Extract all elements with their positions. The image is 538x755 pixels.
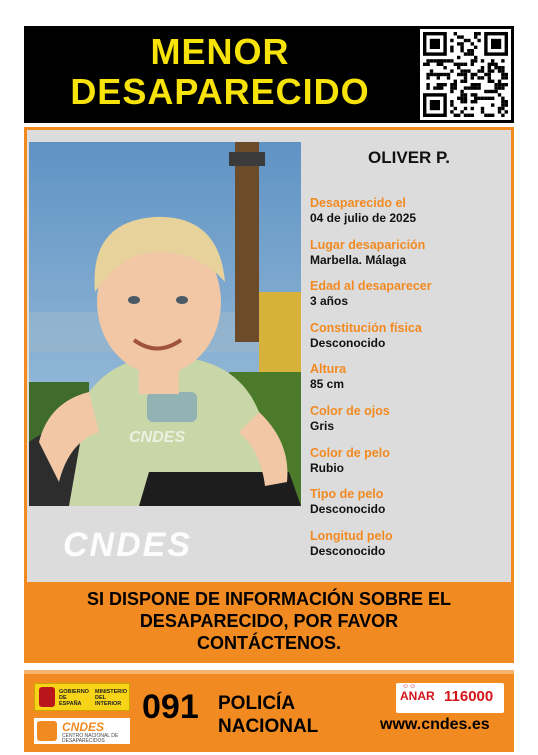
detail-field	[310, 321, 510, 363]
anar-name: ANAR	[400, 689, 435, 703]
detail-value: 85 cm	[310, 377, 345, 392]
qr-code-icon	[423, 32, 508, 117]
missing-child-photo	[29, 142, 301, 506]
footer-divider	[24, 670, 514, 674]
cndes-emblem-icon	[37, 721, 57, 741]
detail-label: Lugar desaparición	[310, 237, 426, 252]
gov-text: GOBIERNO DE ESPAÑA	[59, 689, 89, 707]
cndes-watermark: CNDES	[63, 526, 193, 564]
footer	[24, 670, 514, 752]
detail-field	[310, 362, 510, 404]
detail-label: Altura	[310, 362, 347, 377]
anar-logo	[396, 683, 504, 713]
detail-value: Rubio	[310, 460, 344, 475]
detail-label: Color de ojos	[310, 403, 390, 418]
cndes-logo-name: CNDES	[62, 720, 105, 734]
child-photo-illustration	[29, 142, 301, 506]
title-line-2: DESAPARECIDO	[70, 71, 370, 112]
police-phone-number[interactable]: 091	[142, 688, 199, 726]
detail-value: Gris	[310, 418, 335, 433]
detail-value: Desconocido	[310, 335, 386, 350]
contact-line-1: SI DISPONE DE INFORMACIÓN SOBRE EL	[86, 589, 452, 609]
cndes-logo-subtitle: CENTRO NACIONAL DE DESAPARECIDOS	[62, 733, 119, 744]
detail-label: Longitud pelo	[310, 528, 393, 543]
detail-value: Desconocido	[310, 543, 386, 558]
detail-value: Marbella. Málaga	[310, 252, 407, 267]
detail-label: Edad al desaparecer	[310, 279, 432, 294]
detail-field	[310, 196, 510, 238]
title-line-1: MENOR	[150, 31, 290, 72]
police-label	[218, 692, 318, 738]
poster-header	[24, 26, 514, 123]
detail-label: Constitución física	[310, 320, 422, 335]
police-label-line-1: POLICÍA	[218, 693, 296, 714]
police-label-line-2: NACIONAL	[218, 716, 319, 737]
details-list	[310, 196, 510, 570]
qr-code[interactable]	[420, 29, 511, 120]
website-link[interactable]: www.cndes.es	[380, 716, 490, 733]
detail-field	[310, 446, 510, 488]
photo-watermark: CNDES	[129, 429, 186, 446]
government-logo	[34, 683, 130, 711]
detail-field	[310, 487, 510, 529]
anar-phone-number[interactable]: 116000	[444, 688, 494, 705]
ministry-text: MINISTERIO DEL INTERIOR	[95, 689, 128, 707]
child-name: OLIVER P.	[368, 148, 450, 167]
detail-field	[310, 529, 510, 571]
contact-banner	[24, 583, 514, 663]
detail-value: 04 de julio de 2025	[310, 211, 417, 225]
cndes-logo	[34, 718, 130, 744]
detail-field	[310, 279, 510, 321]
detail-field	[310, 238, 510, 280]
info-frame	[24, 127, 514, 585]
contact-line-3: CONTÁCTENOS.	[197, 633, 341, 653]
anar-kids-icon: ☺☺	[402, 683, 417, 690]
detail-value: Desconocido	[310, 502, 386, 517]
detail-value: 3 años	[310, 294, 349, 309]
info-panel	[27, 130, 511, 582]
poster-title	[24, 32, 416, 112]
detail-field	[310, 404, 510, 446]
detail-label: Desaparecido el	[310, 196, 406, 210]
detail-label: Tipo de pelo	[310, 487, 384, 502]
detail-label: Color de pelo	[310, 445, 390, 460]
spain-crest-icon	[39, 687, 55, 707]
contact-line-2: DESAPARECIDO, POR FAVOR	[139, 611, 399, 631]
